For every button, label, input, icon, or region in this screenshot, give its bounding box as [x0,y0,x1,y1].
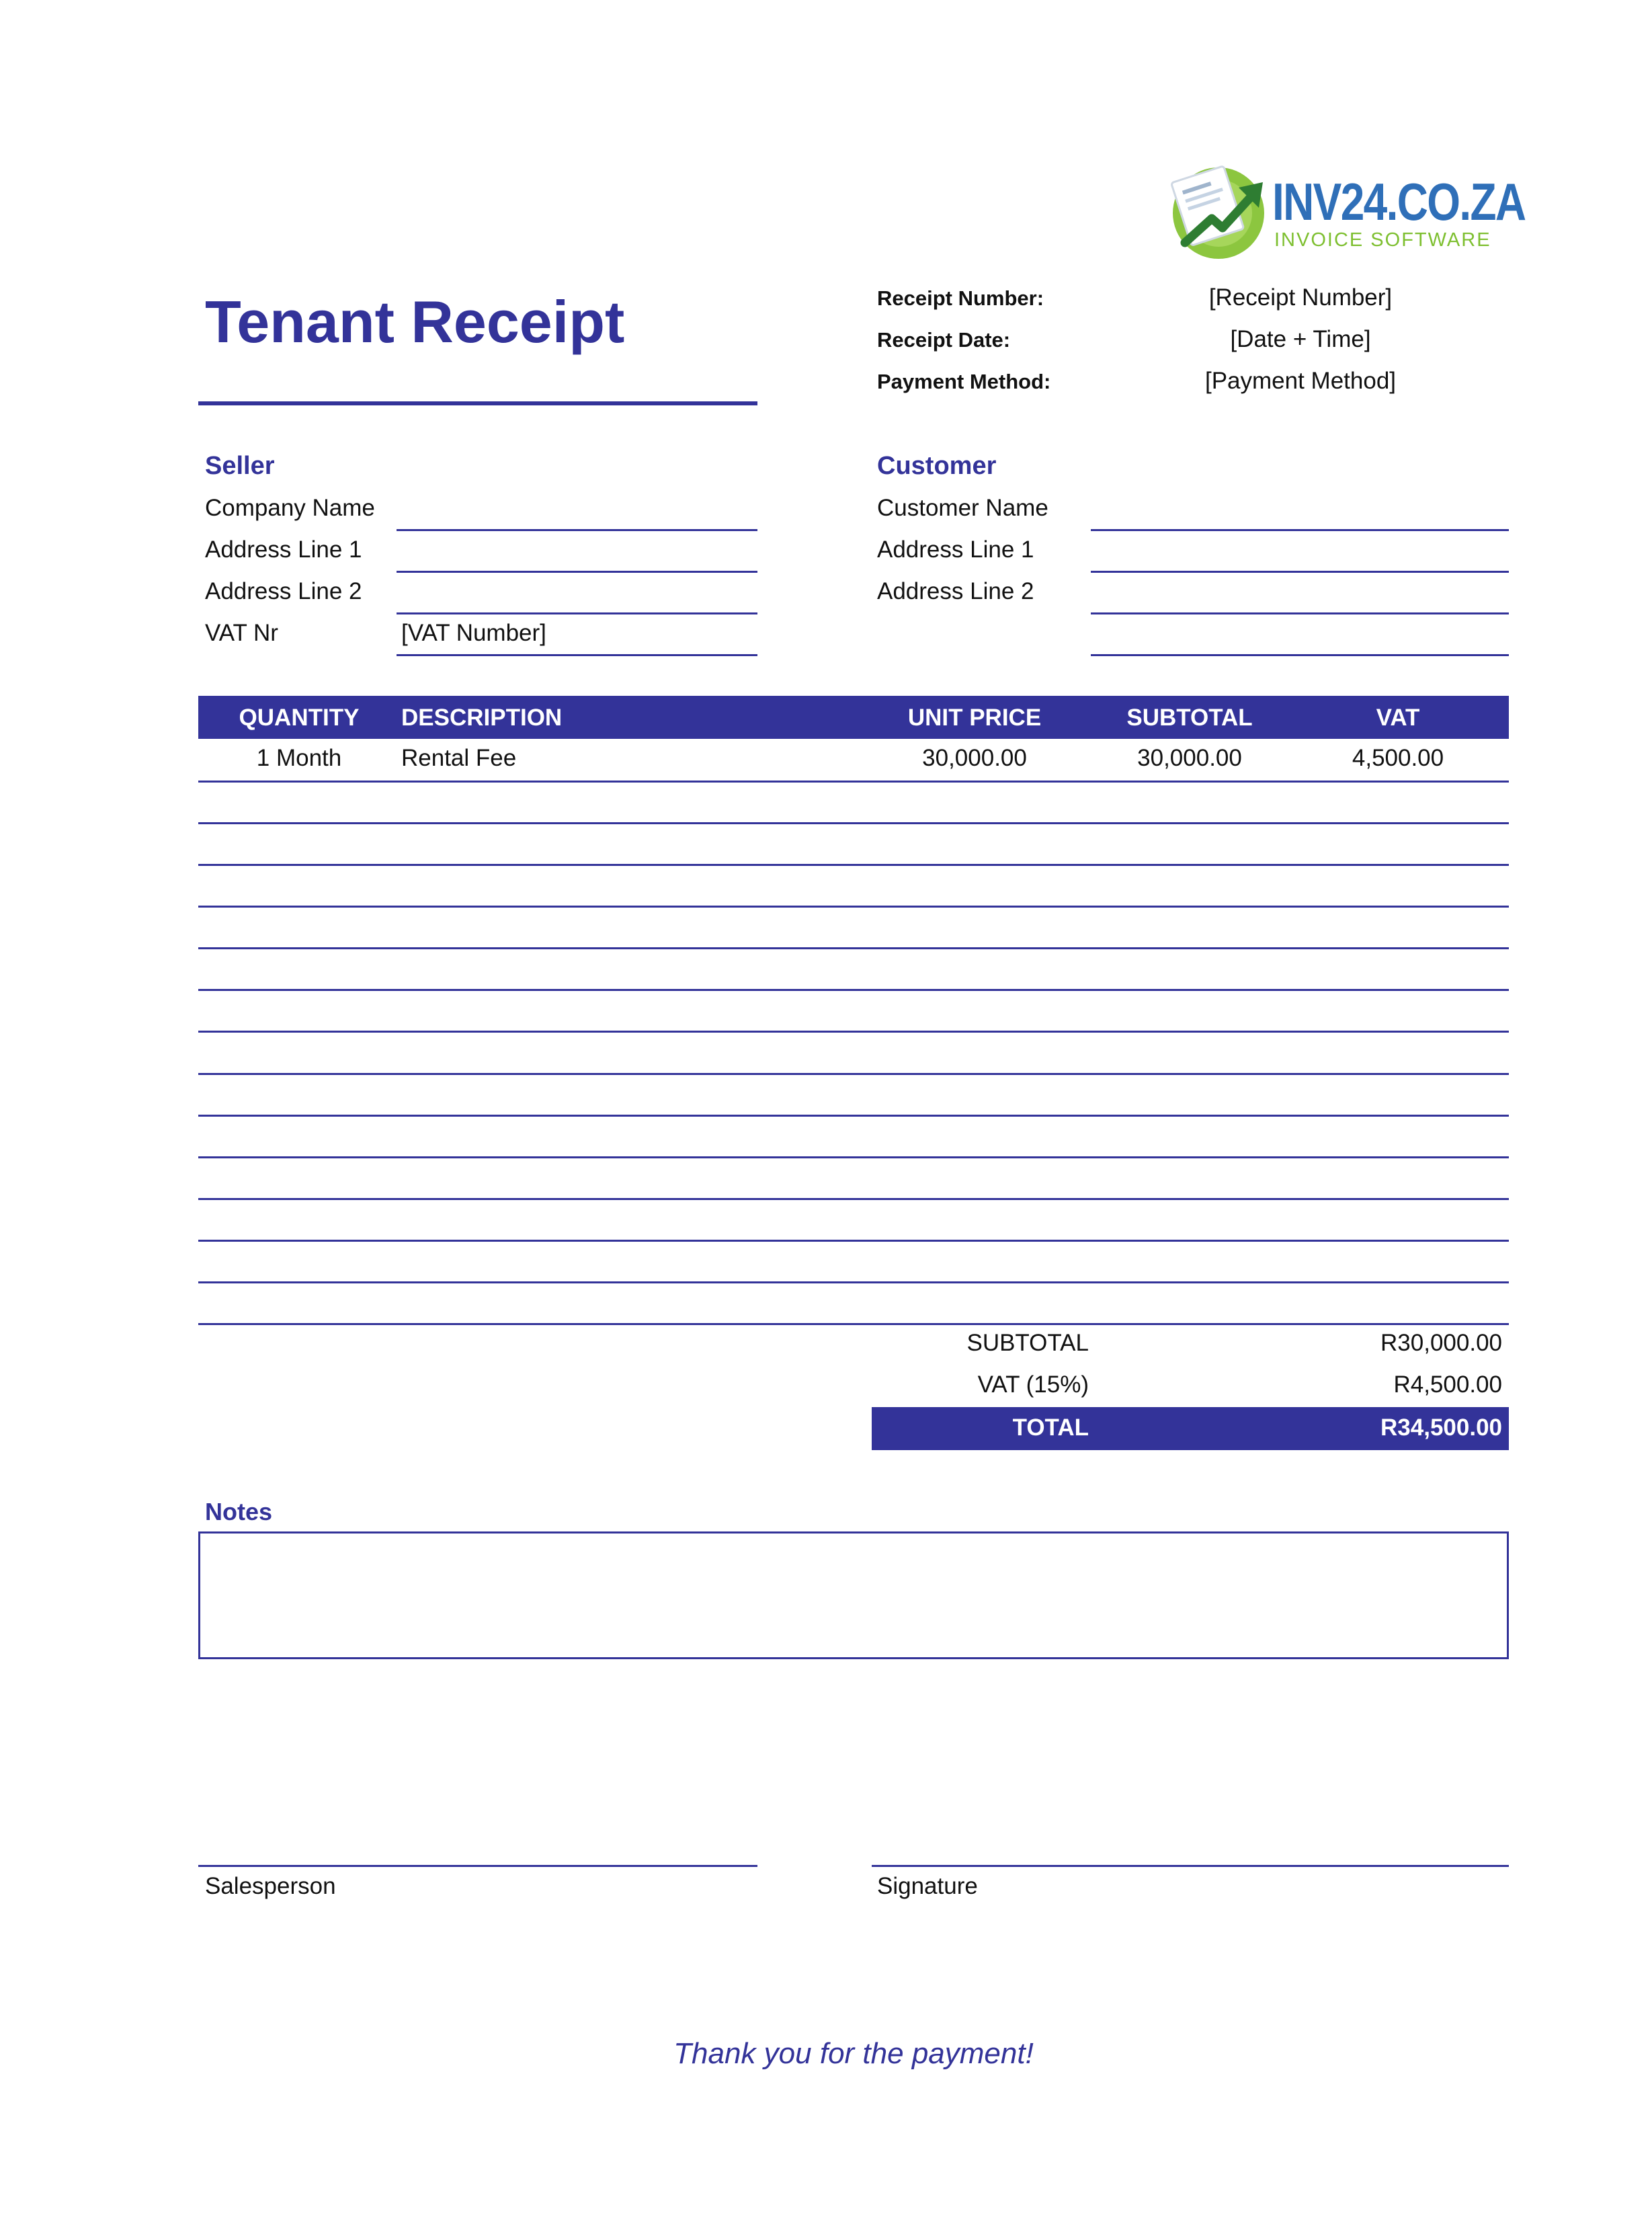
signature-line [872,1865,1509,1867]
customer-name-line [1091,529,1509,531]
seller-address2-line [397,612,757,614]
seller-address1-line [397,571,757,573]
table-row [198,989,1509,991]
row1-quantity: 1 Month [256,745,342,771]
col-unit-price-header: UNIT PRICE [907,705,1042,731]
table-row [198,906,1509,908]
receipt-number-label: Receipt Number: [877,286,1044,310]
payment-method-value: [Payment Method] [1204,368,1397,394]
payment-method-label: Payment Method: [877,370,1051,393]
col-quantity-header: QUANTITY [239,705,360,731]
table-row [198,1115,1509,1117]
vat-total-label: VAT (15%) [977,1371,1089,1398]
col-subtotal-header: SUBTOTAL [1126,705,1253,731]
subtotal-label: SUBTOTAL [966,1330,1089,1356]
customer-title: Customer [877,452,997,480]
table-row [198,1198,1509,1200]
seller-vat-value[interactable]: [VAT Number] [401,620,546,646]
customer-address1-line [1091,571,1509,573]
logo-brand-text: INV24.CO.ZA [1272,172,1526,231]
receipt-date-value: [Date + Time] [1230,326,1371,352]
subtotal-value: R30,000.00 [1380,1330,1502,1356]
table-row [198,1323,1509,1325]
logo-tagline: INVOICE SOFTWARE [1274,229,1491,251]
customer-address2-label: Address Line 2 [877,578,1034,604]
items-table-header [198,696,1509,739]
seller-vat-label: VAT Nr [205,620,278,646]
table-row [198,1281,1509,1283]
table-row [198,1031,1509,1033]
seller-title: Seller [205,452,275,480]
table-row [198,864,1509,866]
signature-label: Signature [877,1873,978,1899]
row1-unit-price: 30,000.00 [922,745,1027,771]
row1-subtotal: 30,000.00 [1137,745,1242,771]
table-row [198,1240,1509,1242]
table-row [198,1156,1509,1158]
vat-total-value: R4,500.00 [1393,1371,1502,1398]
thank-you-message: Thank you for the payment! [673,2037,1034,2070]
receipt-number-value: [Receipt Number] [1208,284,1393,311]
customer-address2-line [1091,612,1509,614]
salesperson-label: Salesperson [205,1873,336,1899]
col-vat-header: VAT [1376,705,1420,731]
salesperson-line [198,1865,757,1867]
seller-vat-line [397,654,757,656]
customer-address1-label: Address Line 1 [877,536,1034,563]
notes-content [200,1533,1507,1552]
seller-company-label: Company Name [205,495,375,521]
table-row [198,781,1509,783]
seller-company-line [397,529,757,531]
customer-extra-line [1091,654,1509,656]
table-row [198,1073,1509,1075]
table-row [198,822,1509,824]
notes-box[interactable] [198,1531,1509,1659]
seller-address2-label: Address Line 2 [205,578,362,604]
receipt-date-label: Receipt Date: [877,328,1011,352]
notes-title: Notes [205,1498,273,1525]
customer-name-label: Customer Name [877,495,1048,521]
row1-vat: 4,500.00 [1352,745,1444,771]
table-row [198,947,1509,949]
total-value: R34,500.00 [1380,1414,1502,1441]
total-label: TOTAL [1012,1414,1089,1441]
title-underline [198,401,757,405]
seller-address1-label: Address Line 1 [205,536,362,563]
page-title: Tenant Receipt [205,288,625,355]
col-description-header: DESCRIPTION [401,705,563,731]
row1-description: Rental Fee [401,745,517,771]
brand-logo [1165,157,1526,264]
logo-mark-icon [1165,157,1272,264]
